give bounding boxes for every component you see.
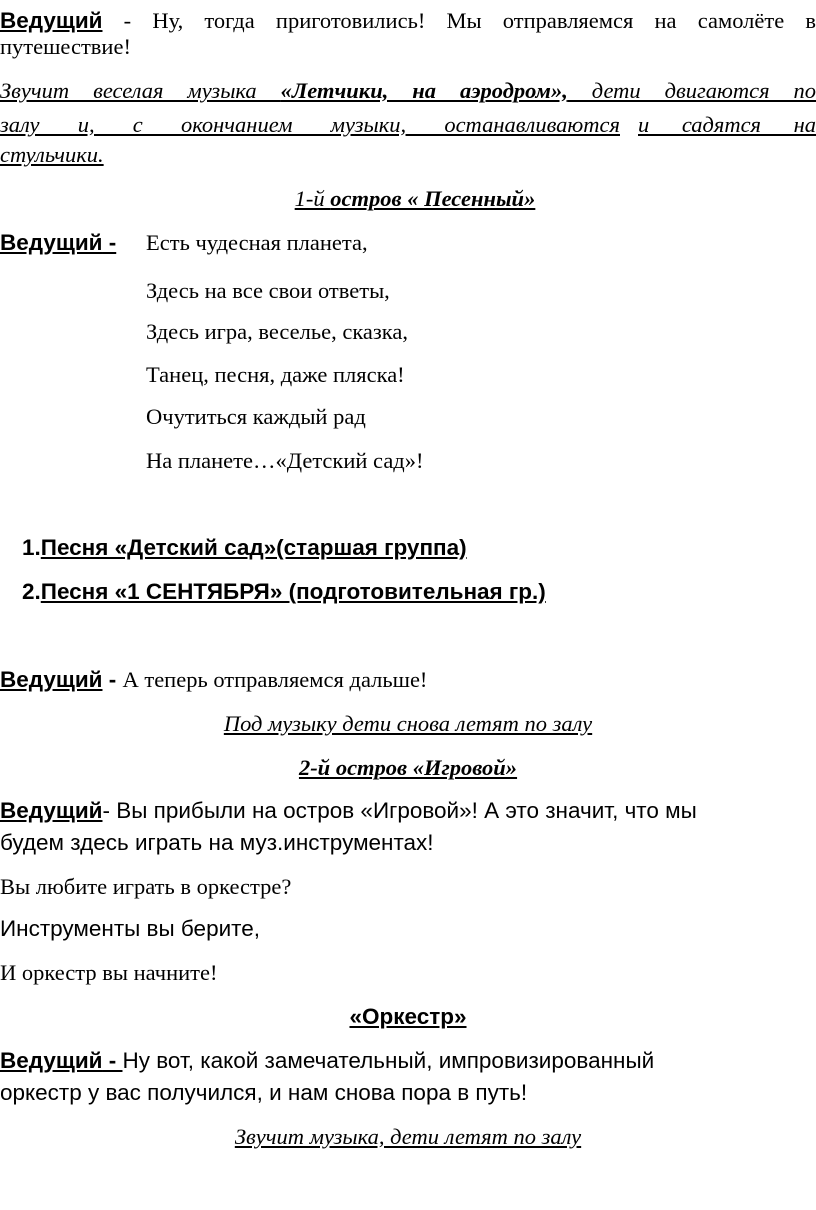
ending-text: Ну вот, какой замечательный, импровизированный <box>122 1048 655 1073</box>
stage-direction-2 <box>0 114 816 137</box>
song-number: 2. <box>22 579 41 604</box>
host-label: Ведущий <box>0 798 103 823</box>
host-label: Ведущий <box>0 667 103 692</box>
stage-direction-1 <box>0 80 816 103</box>
ending-line-1 <box>0 1050 654 1073</box>
transition-line <box>0 669 427 692</box>
stage-line2-part2: и садятся на <box>638 112 816 137</box>
island-2-line-1 <box>0 800 697 823</box>
host-label: Ведущий - <box>0 1048 123 1073</box>
poem-line-4: Танец, песня, даже пляска! <box>146 362 405 387</box>
transition-text: А теперь отправляемся дальше! <box>122 667 428 692</box>
stage-line2-part1: залу и, с окончанием музыки, останавливаются <box>0 112 620 137</box>
song-title: Песня «1 СЕНТЯБРЯ» (подготовительная гр.) <box>40 579 546 604</box>
island-2-text: Вы прибыли на остров «Игровой»! А это значит, что мы <box>109 798 697 823</box>
stage-direction-3: стульчики. <box>0 142 104 167</box>
stage-post: дети двигаются по <box>567 78 816 103</box>
poem-line-1: Есть чудесная планета, <box>146 230 368 255</box>
island-2-line-4: Инструменты вы берите, <box>0 916 260 941</box>
intro-line-2: путешествие! <box>0 34 131 59</box>
intro-text: Ну, тогда приготовились! Мы отправляемся на самолёте в <box>152 8 816 33</box>
island-1-host-line <box>0 232 116 255</box>
island-2-dash: - <box>102 798 110 823</box>
intro-line-1 <box>0 10 816 33</box>
transition-dash: - <box>102 667 123 692</box>
host-label: Ведущий - <box>0 230 117 255</box>
song-title: Песня «Детский сад»(старшая группа) <box>40 535 467 560</box>
song-item-2 <box>22 581 546 604</box>
poem-line-6: На планете…«Детский сад»! <box>146 448 424 473</box>
intro-dash: - <box>102 8 153 33</box>
poem-line-2: Здесь на все свои ответы, <box>146 278 390 303</box>
stage-song-title: «Летчики, на аэродром», <box>280 78 568 103</box>
song-item-1 <box>22 537 467 560</box>
song-number: 1. <box>22 535 41 560</box>
island-2-line-3: Вы любите играть в оркестре? <box>0 874 292 899</box>
stage-direction-fly: Под музыку дети снова летят по залу <box>223 711 593 736</box>
orchestra-heading: «Оркестр» <box>349 1004 467 1029</box>
poem-line-5: Очутиться каждый рад <box>146 404 366 429</box>
island-2-heading: 2-й остров «Игровой» <box>298 755 518 780</box>
poem-line-3: Здесь игра, веселье, сказка, <box>146 319 409 344</box>
island-2-line-2: будем здесь играть на муз.инструментах! <box>0 830 434 855</box>
stage-pre: Звучит веселая музыка <box>0 78 281 103</box>
island-1-name: остров « Песенный» <box>330 186 536 211</box>
host-label: Ведущий <box>0 8 103 33</box>
island-2-line-5: И оркестр вы начните! <box>0 960 218 985</box>
stage-direction-final: Звучит музыка, дети летят по залу <box>234 1124 582 1149</box>
ending-line-2: оркестр у вас получился, и нам снова пора в путь! <box>0 1080 528 1105</box>
island-1-heading <box>0 188 816 211</box>
island-1-number: 1-й <box>294 186 331 211</box>
